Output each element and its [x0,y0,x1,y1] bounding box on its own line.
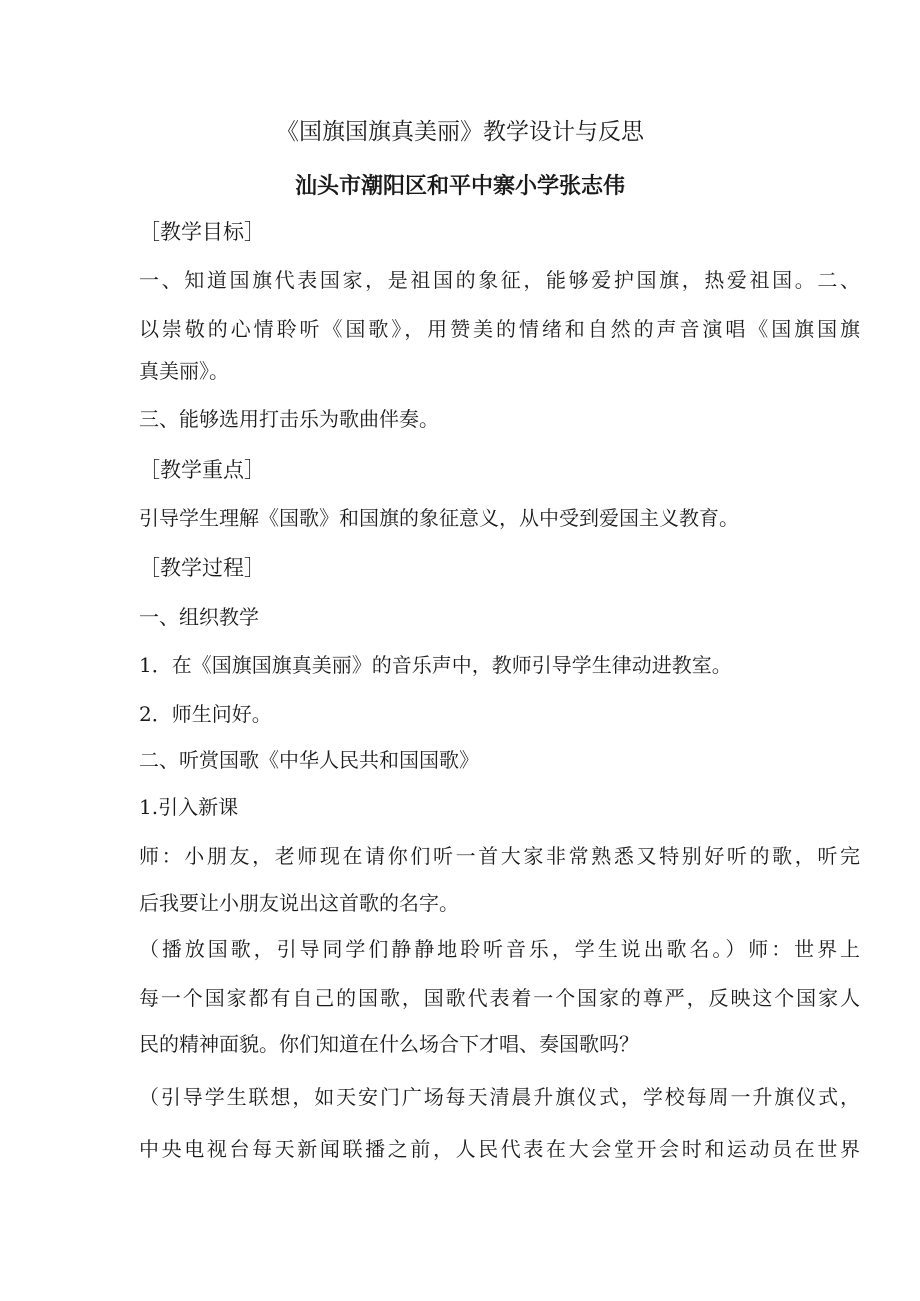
process-line-7: 后我要让小朋友说出这首歌的名字。 [139,891,459,915]
process-line-5: 1.引入新课 [139,795,239,819]
goals-line-4: 三、能够选用打击乐为歌曲伴奏。 [139,407,439,431]
document-title: 《国旗国旗真美丽》教学设计与反思 [276,119,644,145]
process-line-1: 一、组织教学 [139,605,259,629]
process-line-9: 每一个国家都有自己的国歌，国歌代表着一个国家的尊严，反映这个国家人 [139,986,860,1010]
process-line-12: 中央电视台每天新闻联播之前，人民代表在大会堂开会时和运动员在世界 [139,1137,860,1161]
process-line-8: （播放国歌，引导同学们静静地聆听音乐，学生说出歌名。）师：世界上 [139,937,860,961]
process-line-3: 2．师生问好。 [139,702,272,726]
process-line-10: 民的精神面貌。你们知道在什么场合下才唱、奏国歌吗？ [139,1032,639,1056]
document-author: 汕头市潮阳区和平中寨小学张志伟 [294,174,625,199]
section-heading-key-points: ［教学重点］ [139,458,265,482]
goals-line-3: 真美丽》。 [139,359,229,383]
goals-line-1: 一、知道国旗代表国家，是祖国的象征，能够爱护国旗，热爱祖国。二、 [139,268,860,292]
process-line-11: （引导学生联想，如天安门广场每天清晨升旗仪式，学校每周一升旗仪式， [139,1085,860,1109]
key-points-line-1: 引导学生理解《国歌》和国旗的象征意义，从中受到爱国主义教育。 [139,506,739,530]
process-line-6: 师：小朋友，老师现在请你们听一首大家非常熟悉又特别好听的歌，听完 [139,844,860,868]
section-heading-goals: ［教学目标］ [139,220,265,244]
process-line-4: 二、听赏国歌《中华人民共和国国歌》 [139,748,479,772]
section-heading-process: ［教学过程］ [139,556,265,580]
goals-line-2: 以崇敬的心情聆听《国歌》，用赞美的情绪和自然的声音演唱《国旗国旗 [139,317,860,341]
process-line-2: 1．在《国旗国旗真美丽》的音乐声中，教师引导学生律动进教室。 [139,653,732,677]
